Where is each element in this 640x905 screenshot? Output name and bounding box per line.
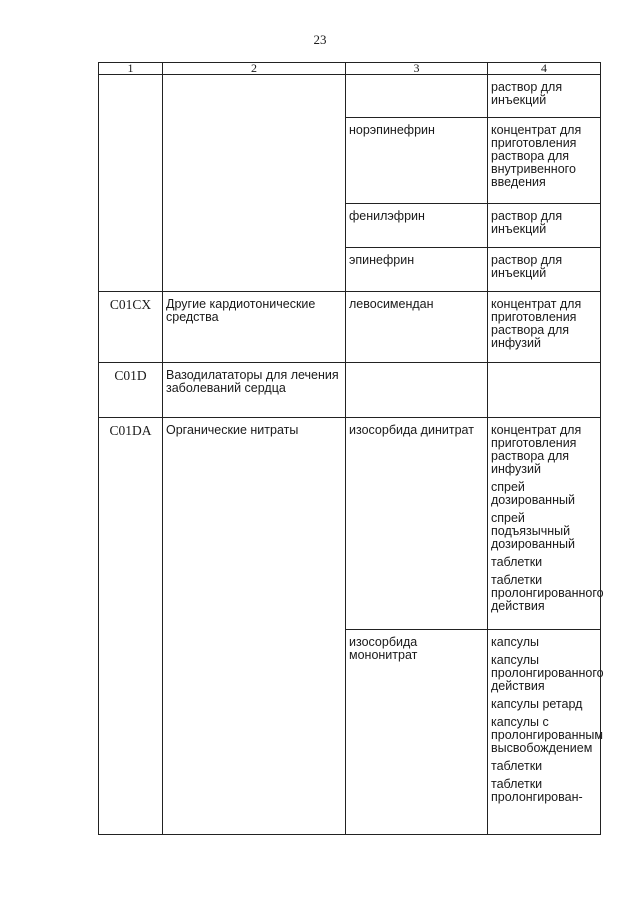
group-name-cell: Другие кардиотонические средства bbox=[163, 292, 346, 363]
drug-cell: норэпинефрин bbox=[346, 118, 488, 204]
drug-cell bbox=[346, 75, 488, 118]
form-cell bbox=[488, 363, 601, 418]
form-cell: концентрат для приготовления раствора для инфузий bbox=[488, 292, 601, 363]
column-header-4: 4 bbox=[488, 63, 601, 75]
column-header-1: 1 bbox=[99, 63, 163, 75]
dosage-form: спрей подъязычный дозированный bbox=[491, 511, 575, 551]
group-name-cell: Вазодилататоры для лечения заболеваний сердца bbox=[163, 363, 346, 418]
page-number: 23 bbox=[313, 32, 327, 47]
atc-code-cell: C01DA bbox=[99, 418, 163, 835]
code-cell bbox=[99, 75, 163, 292]
drug-cell: левосимендан bbox=[346, 292, 488, 363]
drug-cell: фенилэфрин bbox=[346, 204, 488, 248]
table-row bbox=[99, 418, 601, 630]
column-header-row bbox=[99, 63, 601, 75]
drug-cell: изосорбида динитрат bbox=[346, 418, 488, 630]
form-list-cell bbox=[488, 418, 604, 630]
dosage-form: спрей дозированный bbox=[491, 480, 575, 507]
form-cell: раствор для инъекций bbox=[488, 248, 601, 292]
drug-cell: эпинефрин bbox=[346, 248, 488, 292]
dosage-form: таблетки bbox=[491, 555, 543, 569]
column-header-2: 2 bbox=[163, 63, 346, 75]
dosage-form: концентрат для приготовления раствора для инфузий bbox=[491, 423, 582, 476]
table-row bbox=[99, 292, 601, 363]
dosage-form: таблетки пролонгированного действия bbox=[491, 573, 604, 613]
drug-table bbox=[98, 61, 604, 835]
atc-code-cell: C01D bbox=[99, 363, 163, 418]
dosage-form: капсулы пролонгированного действия bbox=[491, 653, 604, 693]
atc-code-cell: C01CX bbox=[99, 292, 163, 363]
form-cell: раствор для инъекций bbox=[488, 204, 601, 248]
dosage-form: таблетки пролонгирован- bbox=[491, 777, 583, 804]
column-header-3: 3 bbox=[346, 63, 488, 75]
dosage-form: капсулы ретард bbox=[491, 697, 583, 711]
drug-cell: изосорбида мононитрат bbox=[346, 630, 488, 835]
dosage-form: капсулы с пролонгированным высвобождением bbox=[491, 715, 603, 755]
group-name-cell: Органические нитраты bbox=[163, 418, 346, 835]
table-row bbox=[99, 75, 601, 118]
form-cell: раствор для инъекций bbox=[488, 75, 601, 118]
table-row bbox=[99, 363, 601, 418]
name-cell bbox=[163, 75, 346, 292]
form-list-cell bbox=[488, 630, 604, 835]
drug-cell bbox=[346, 363, 488, 418]
dosage-form: таблетки bbox=[491, 759, 543, 773]
dosage-form: капсулы bbox=[491, 635, 539, 649]
form-cell: концентрат для приготовления раствора для внутривенного введения bbox=[488, 118, 601, 204]
